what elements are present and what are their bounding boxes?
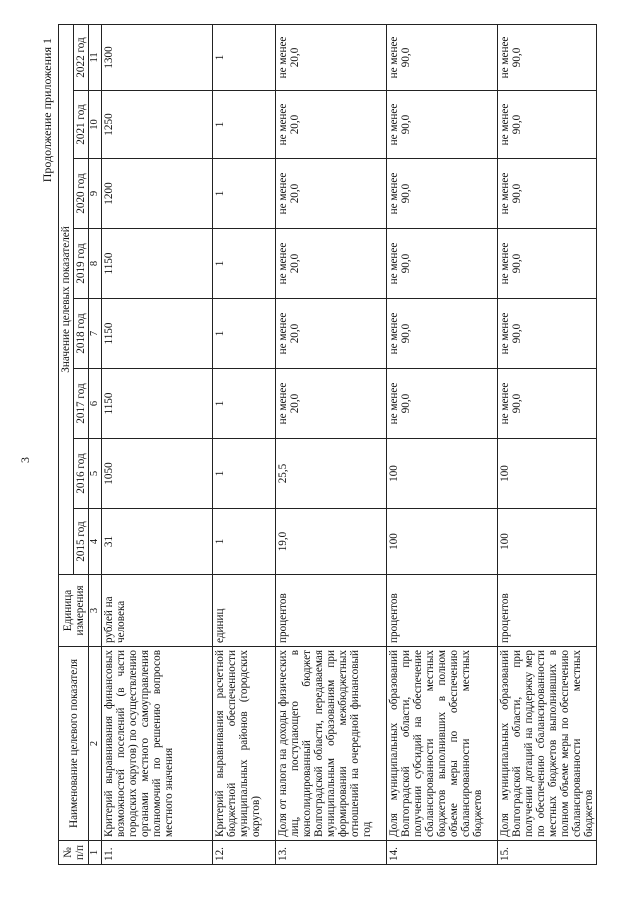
value-cell: 1150 [101,229,212,299]
header-year: 2022 год [74,24,89,90]
value-cell: 1250 [101,91,212,159]
value-cell: 1050 [101,439,212,509]
value-cell: 1 [212,439,275,509]
col-number: 10 [89,91,101,159]
value-cell: не менее 90,0 [497,159,597,229]
value-cell: не менее 90,0 [386,299,497,369]
value-cell: не менее 90,0 [386,24,497,90]
value-cell: не менее 20,0 [275,299,386,369]
col-number: 4 [89,509,101,575]
header-year: 2020 год [74,159,89,229]
value-cell: не менее 90,0 [497,91,597,159]
value-cell: не менее 90,0 [386,91,497,159]
value-cell: 100 [497,509,597,575]
header-no: № п/п [59,841,89,865]
value-cell: не менее 20,0 [275,24,386,90]
value-cell: 1 [212,509,275,575]
indicator-unit: рублей на человека [101,575,212,647]
value-cell: 1300 [101,24,212,90]
value-cell: не менее 90,0 [497,369,597,439]
col-number: 1 [89,841,101,865]
value-cell: 19,0 [275,509,386,575]
table-row [212,24,275,864]
value-cell: 100 [386,509,497,575]
page-number: 3 [18,457,32,463]
header-year: 2021 год [74,91,89,159]
value-cell: не менее 90,0 [386,369,497,439]
col-number: 5 [89,439,101,509]
indicator-unit: процентов [386,575,497,647]
value-cell: 1150 [101,299,212,369]
value-cell: 1 [212,91,275,159]
value-cell: 1 [212,229,275,299]
table-row [101,24,212,864]
header-row-1 [59,24,74,864]
col-number: 8 [89,229,101,299]
column-numbers-row [89,24,101,864]
table-row [497,24,597,864]
value-cell: не менее 20,0 [275,369,386,439]
value-cell: не менее 90,0 [497,24,597,90]
value-cell: 100 [497,439,597,509]
header-year: 2018 год [74,299,89,369]
indicator-name: Доля от налога на доходы физических лиц, поступающего в консолидированный бюджет Волгоградской области, передаваемая муниципальным образованиям при формировании межбюджетных отношений на очередной финансовый год [275,647,386,841]
row-number: 11. [101,841,212,865]
value-cell: 1150 [101,369,212,439]
value-cell: не менее 90,0 [386,229,497,299]
value-cell: не менее 20,0 [275,91,386,159]
value-cell: 100 [386,439,497,509]
header-unit: Единица измерения [59,575,89,647]
target-indicators-table [58,24,597,865]
value-cell: 1 [212,299,275,369]
col-number: 7 [89,299,101,369]
col-number: 11 [89,24,101,90]
value-cell: 1200 [101,159,212,229]
col-number: 6 [89,369,101,439]
header-year: 2016 год [74,439,89,509]
header-year: 2017 год [74,369,89,439]
col-number: 2 [89,647,101,841]
continuation-label: Продолжение приложения 1 [40,38,54,183]
value-cell: не менее 90,0 [497,299,597,369]
value-cell: 1 [212,24,275,90]
header-values-group: Значение целевых показателей [59,24,74,574]
indicator-unit: единиц [212,575,275,647]
col-number: 9 [89,159,101,229]
header-year: 2015 год [74,509,89,575]
table-row [275,24,386,864]
indicator-name: Критерий выравнивания финансовых возможностей поселений (в части городских округов) по осуществлению органами местного самоуправления полномочий по решению вопросов местного значения [101,647,212,841]
value-cell: 1 [212,369,275,439]
row-number: 12. [212,841,275,865]
indicator-name: Доля муниципальных образований Волгоградской области, при получении субсидий на обеспечение сбалансированности местных бюджетов выполнивших в полном объеме меры по обеспечению сбалансированности местных бюджетов [386,647,497,841]
value-cell: 25,5 [275,439,386,509]
indicator-name: Доля муниципальных образований Волгоградской области, при получении дотаций на поддержку мер по обеспечению сбалансированности местных бюджетов выполнивших в полном объеме меры по обеспечению сбалансированности местных бюджетов [497,647,597,841]
table-row [386,24,497,864]
header-name: Наименование целевого показателя [59,647,89,841]
value-cell: не менее 90,0 [497,229,597,299]
value-cell: 1 [212,159,275,229]
header-year: 2019 год [74,229,89,299]
value-cell: 31 [101,509,212,575]
value-cell: не менее 20,0 [275,159,386,229]
indicator-unit: процентов [275,575,386,647]
row-number: 13. [275,841,386,865]
value-cell: не менее 90,0 [386,159,497,229]
row-number: 14. [386,841,497,865]
indicator-unit: процентов [497,575,597,647]
indicator-name: Критерий выравнивания расчетной бюджетной обеспеченности муниципальных районов (городских округов) [212,647,275,841]
row-number: 15. [497,841,597,865]
value-cell: не менее 20,0 [275,229,386,299]
col-number: 3 [89,575,101,647]
